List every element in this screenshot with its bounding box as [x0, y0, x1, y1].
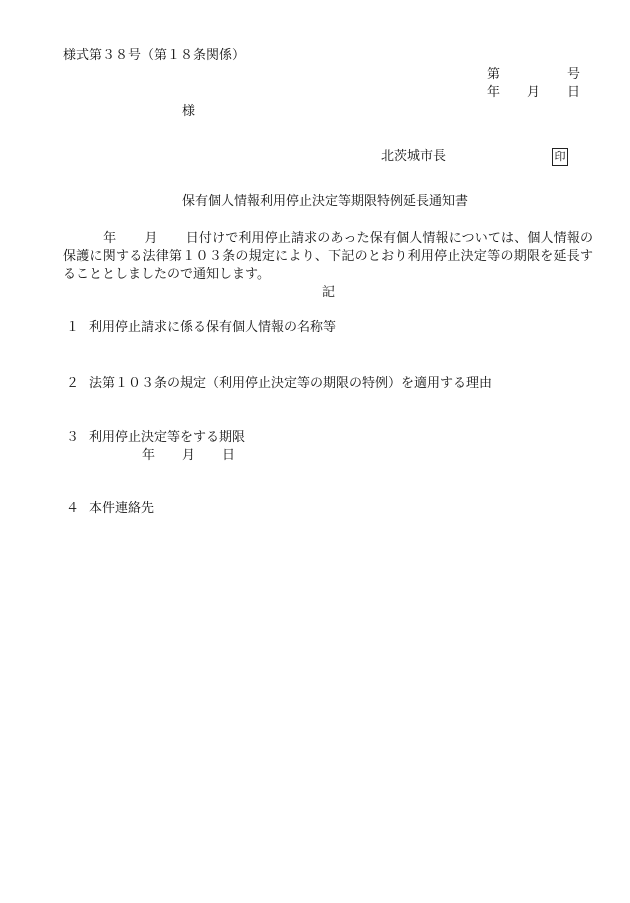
item-label-4: 本件連絡先: [89, 501, 155, 516]
date-day: 日: [567, 85, 581, 100]
body-text: 日付けで利用停止請求のあった保有個人情報については、個人情報の保護に関する法律第１０３条の規定により、下記のとおり利用停止決定等の期限を延長することとしましたので通知します。: [63, 231, 593, 282]
deadline-year: 年: [142, 448, 156, 463]
item-label-1: 利用停止請求に係る保有個人情報の名称等: [89, 320, 337, 335]
item-number-3: ３: [66, 430, 80, 445]
deadline-day: 日: [222, 448, 236, 463]
issuer-name: 北茨城市長: [381, 149, 447, 164]
body-month: 月: [144, 231, 158, 246]
body-year: 年: [103, 231, 117, 246]
date-month: 月: [527, 85, 541, 100]
date-year: 年: [487, 85, 501, 100]
item-label-3: 利用停止決定等をする期限: [89, 430, 246, 445]
notice-body: [63, 230, 593, 284]
ki-label: 記: [322, 285, 336, 300]
doc-number-suffix: 号: [567, 67, 581, 82]
item-number-2: ２: [66, 376, 80, 391]
item-number-4: ４: [66, 501, 80, 516]
document-title: 保有個人情報利用停止決定等期限特例延長通知書: [182, 194, 469, 209]
doc-number-prefix: 第: [487, 67, 501, 82]
deadline-month: 月: [182, 448, 196, 463]
form-label: 様式第３８号（第１８条関係）: [63, 48, 246, 63]
addressee-suffix: 様: [182, 104, 196, 119]
item-number-1: １: [66, 320, 80, 335]
seal-mark: 印: [552, 148, 568, 166]
item-label-2: 法第１０３条の規定（利用停止決定等の期限の特例）を適用する理由: [89, 376, 493, 391]
